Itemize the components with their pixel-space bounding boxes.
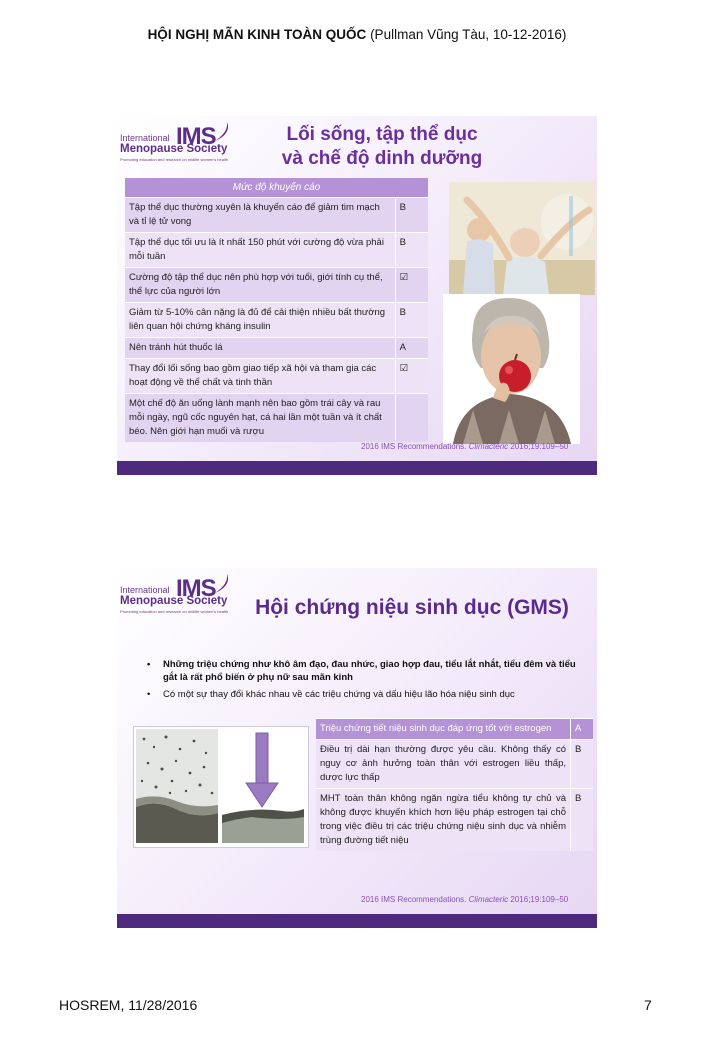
table-row <box>125 394 428 443</box>
bullet-item: • Có một sự thay đổi khác nhau về các triệu chứng và dấu hiệu lão hóa niệu sinh dục <box>145 688 585 701</box>
row-text: Nên tránh hút thuốc lá <box>125 338 395 359</box>
slide-bottom-bar <box>117 914 597 928</box>
slide2-citation: 2016 IMS Recommendations. Climacteric 2016;19:109–50 <box>361 895 569 904</box>
row-grade: ☑ <box>395 268 428 303</box>
logo-ims: IMS <box>176 123 216 150</box>
slide-bottom-bar <box>117 461 597 475</box>
bullet-item: • Những triệu chứng như khô âm đạo, đau nhức, giao hợp đau, tiểu lắt nhắt, tiểu đêm và tiểu gắt là rất phổ biến ở phụ nữ sau mãn kinh <box>145 658 585 684</box>
row-text: Tập thể dục tối ưu là ít nhất 150 phút với cường độ vừa phải mỗi tuần <box>125 233 395 268</box>
row-grade: B <box>395 233 428 268</box>
table-row <box>125 303 428 338</box>
row-text: Triệu chứng tiết niệu sinh dục đáp ứng tốt với estrogen <box>316 719 571 740</box>
logo-society: Menopause Society <box>120 143 228 155</box>
logo-tagline: Promoting education and research on midlife women's health <box>120 157 229 162</box>
page-number: 7 <box>644 997 652 1013</box>
gsm-recommendation-table <box>316 718 593 851</box>
logo-tagline: Promoting education and research on midlife women's health <box>120 609 229 614</box>
row-text: Tập thể dục thường xuyên là khuyến cáo để giảm tim mạch và tỉ lệ tử vong <box>125 198 395 233</box>
table-row <box>316 789 593 852</box>
woman-apple-photo <box>443 294 580 444</box>
row-text: Thay đổi lối sống bao gồm giao tiếp xã hội và tham gia các hoạt động về thể chất và tinh thần <box>125 359 395 394</box>
slide1-title-line1: Lối sống, tập thể dục <box>286 124 478 145</box>
histology-before-image <box>136 729 218 843</box>
row-grade: B <box>395 303 428 338</box>
logo-swoosh-icon <box>212 121 232 143</box>
row-grade: B <box>571 740 594 789</box>
row-text: Điều trị dài hạn thường được yêu cầu. Không thấy có nguy cơ ảnh hưởng toàn thân với estrogen liều thấp, dược lực thấp <box>316 740 571 789</box>
slide1-title-line2: và chế độ dinh dưỡng <box>281 148 483 169</box>
logo-international: International <box>120 133 170 143</box>
row-grade: A <box>395 338 428 359</box>
table-row <box>125 268 428 303</box>
table-row <box>316 740 593 789</box>
row-text: Một chế độ ăn uống lành mạnh nên bao gồm trái cây và rau mỗi ngày, ngũ cốc nguyên hạt, cá hai lần một tuần và ít chất béo. Nên giới hạn muối và rượu <box>125 394 395 443</box>
slide1-title <box>267 123 497 171</box>
page-header <box>0 27 714 42</box>
logo-ims: IMS <box>176 575 216 602</box>
row-grade: ☑ <box>395 359 428 394</box>
slide2-bullets <box>145 658 585 705</box>
row-grade: B <box>395 198 428 233</box>
table-row <box>125 359 428 394</box>
row-grade <box>395 394 428 443</box>
row-text: MHT toàn thân không ngăn ngừa tiểu không tự chủ và không được khuyến khích hơn liệu pháp estrogen tại chỗ trong việc điều trị các triệu chứng niệu sinh dục và nhiễm trùng đường tiết niệu <box>316 789 571 852</box>
logo-society: Menopause Society <box>120 595 228 607</box>
row-grade: A <box>571 719 594 740</box>
slide-gsm <box>117 568 597 928</box>
recommendation-table <box>125 178 428 442</box>
conference-venue: (Pullman Vũng Tàu, 10-12-2016) <box>366 27 567 42</box>
table-row <box>125 233 428 268</box>
histology-after-image <box>222 729 304 843</box>
ims-logo <box>120 123 235 167</box>
logo-swoosh-icon <box>212 573 232 595</box>
conference-title: HỘI NGHỊ MÃN KINH TOÀN QUỐC <box>147 27 367 42</box>
table-header: Mức độ khuyến cáo <box>125 178 428 198</box>
table-row <box>125 338 428 359</box>
row-text: Cường độ tập thể dục nên phù hợp với tuổi, giới tính cụ thể, thể lực của người lớn <box>125 268 395 303</box>
exercise-photo <box>449 182 595 295</box>
table-row <box>316 719 593 740</box>
ims-logo <box>120 575 235 619</box>
row-text: Giảm từ 5-10% cân nặng là đủ để cải thiện nhiều bất thường liên quan hội chứng kháng insulin <box>125 303 395 338</box>
row-grade: B <box>571 789 594 852</box>
footer-source: HOSREM, 11/28/2016 <box>59 997 198 1013</box>
slide2-title: Hội chứng niệu sinh dục (GMS) <box>255 596 569 619</box>
table-row <box>125 198 428 233</box>
logo-international: International <box>120 585 170 595</box>
slide-lifestyle <box>117 116 597 475</box>
slide1-citation: 2016 IMS Recommendations. Climacteric 2016;19:109–50 <box>361 442 569 451</box>
histology-images <box>133 726 309 848</box>
